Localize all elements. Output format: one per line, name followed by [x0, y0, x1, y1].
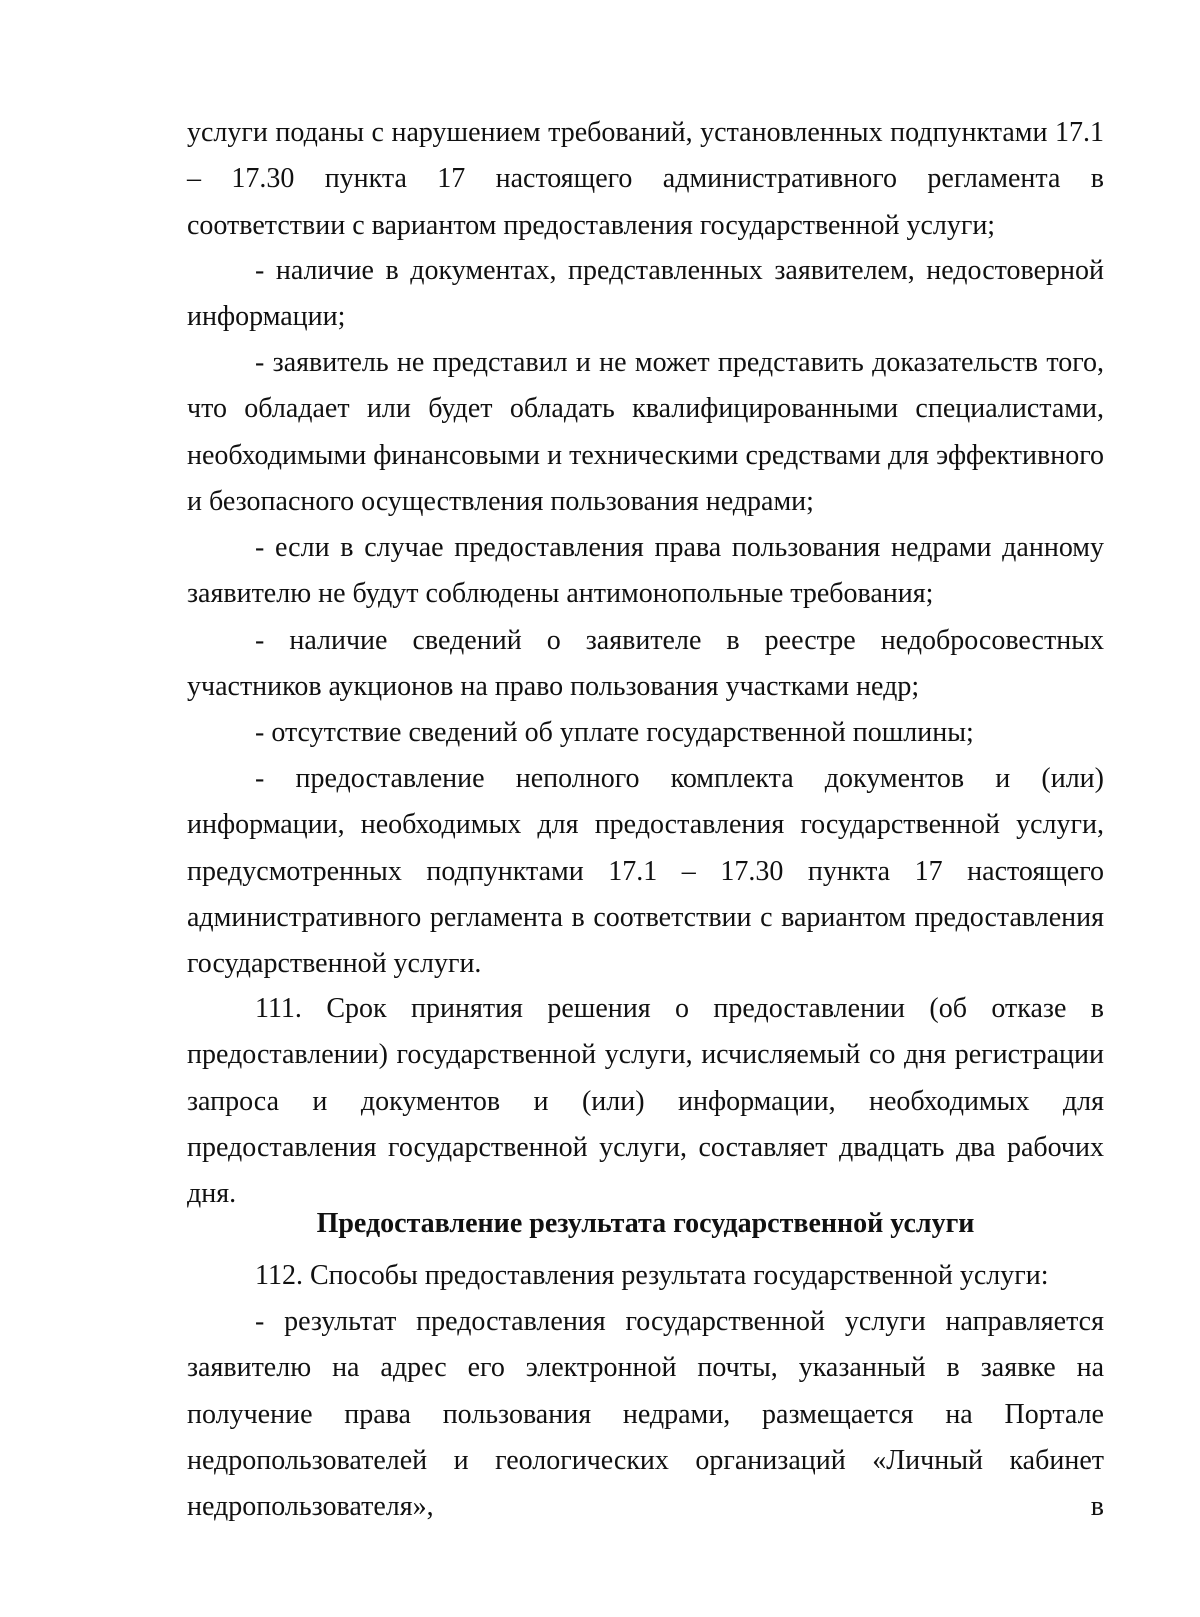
paragraph-requirements-violation: услуги поданы с нарушением требований, установленных подпунктами 17.1 – 17.30 пункта 17 настоящего административного регламента в соответствии с вариантом предоставления государственной услуги;: [187, 117, 1104, 241]
paragraph-no-fee-payment: - отсутствие сведений об уплате государственной пошлины;: [255, 717, 974, 748]
section-heading: Предоставление результата государственной услуги: [316, 1208, 975, 1239]
paragraph-result-delivery: - результат предоставления государственной услуги направляется заявителю на адрес его электронной почты, указанный в заявке на получение права пользования недрами, размещается на Портале недропользователей и геологических организаций «Личный кабинет недропользователя», в: [187, 1306, 1104, 1523]
paragraph-antimonopoly: - если в случае предоставления права пользования недрами данному заявителю не будут соблюдены антимонопольные требования;: [187, 532, 1104, 610]
paragraph-unreliable-information: - наличие в документах, представленных заявителем, недостоверной информации;: [187, 255, 1104, 333]
paragraph-no-evidence: - заявитель не представил и не может представить доказательств того, что обладает или будет обладать квалифицированными специалистами, необходимыми финансовыми и техническими средствами для эффективного и безопасного осуществления пользования недрами;: [187, 347, 1104, 517]
paragraph-112-result-methods: 112. Способы предоставления результата государственной услуги:: [255, 1260, 1049, 1291]
paragraph-unscrupulous-register: - наличие сведений о заявителе в реестре недобросовестных участников аукционов на право пользования участками недр;: [187, 625, 1104, 703]
paragraph-111-decision-term: 111. Срок принятия решения о предоставлении (об отказе в предоставлении) государственной услуги, исчисляемый со дня регистрации запроса и документов и (или) информации, необходимых для предоставления государственной услуги, составляет двадцать два рабочих дня.: [187, 993, 1104, 1210]
paragraph-incomplete-documents: - предоставление неполного комплекта документов и (или) информации, необходимых для предоставления государственной услуги, предусмотренных подпунктами 17.1 – 17.30 пункта 17 настоящего административного регламента в соответствии с вариантом предоставления государственной услуги.: [187, 763, 1104, 980]
